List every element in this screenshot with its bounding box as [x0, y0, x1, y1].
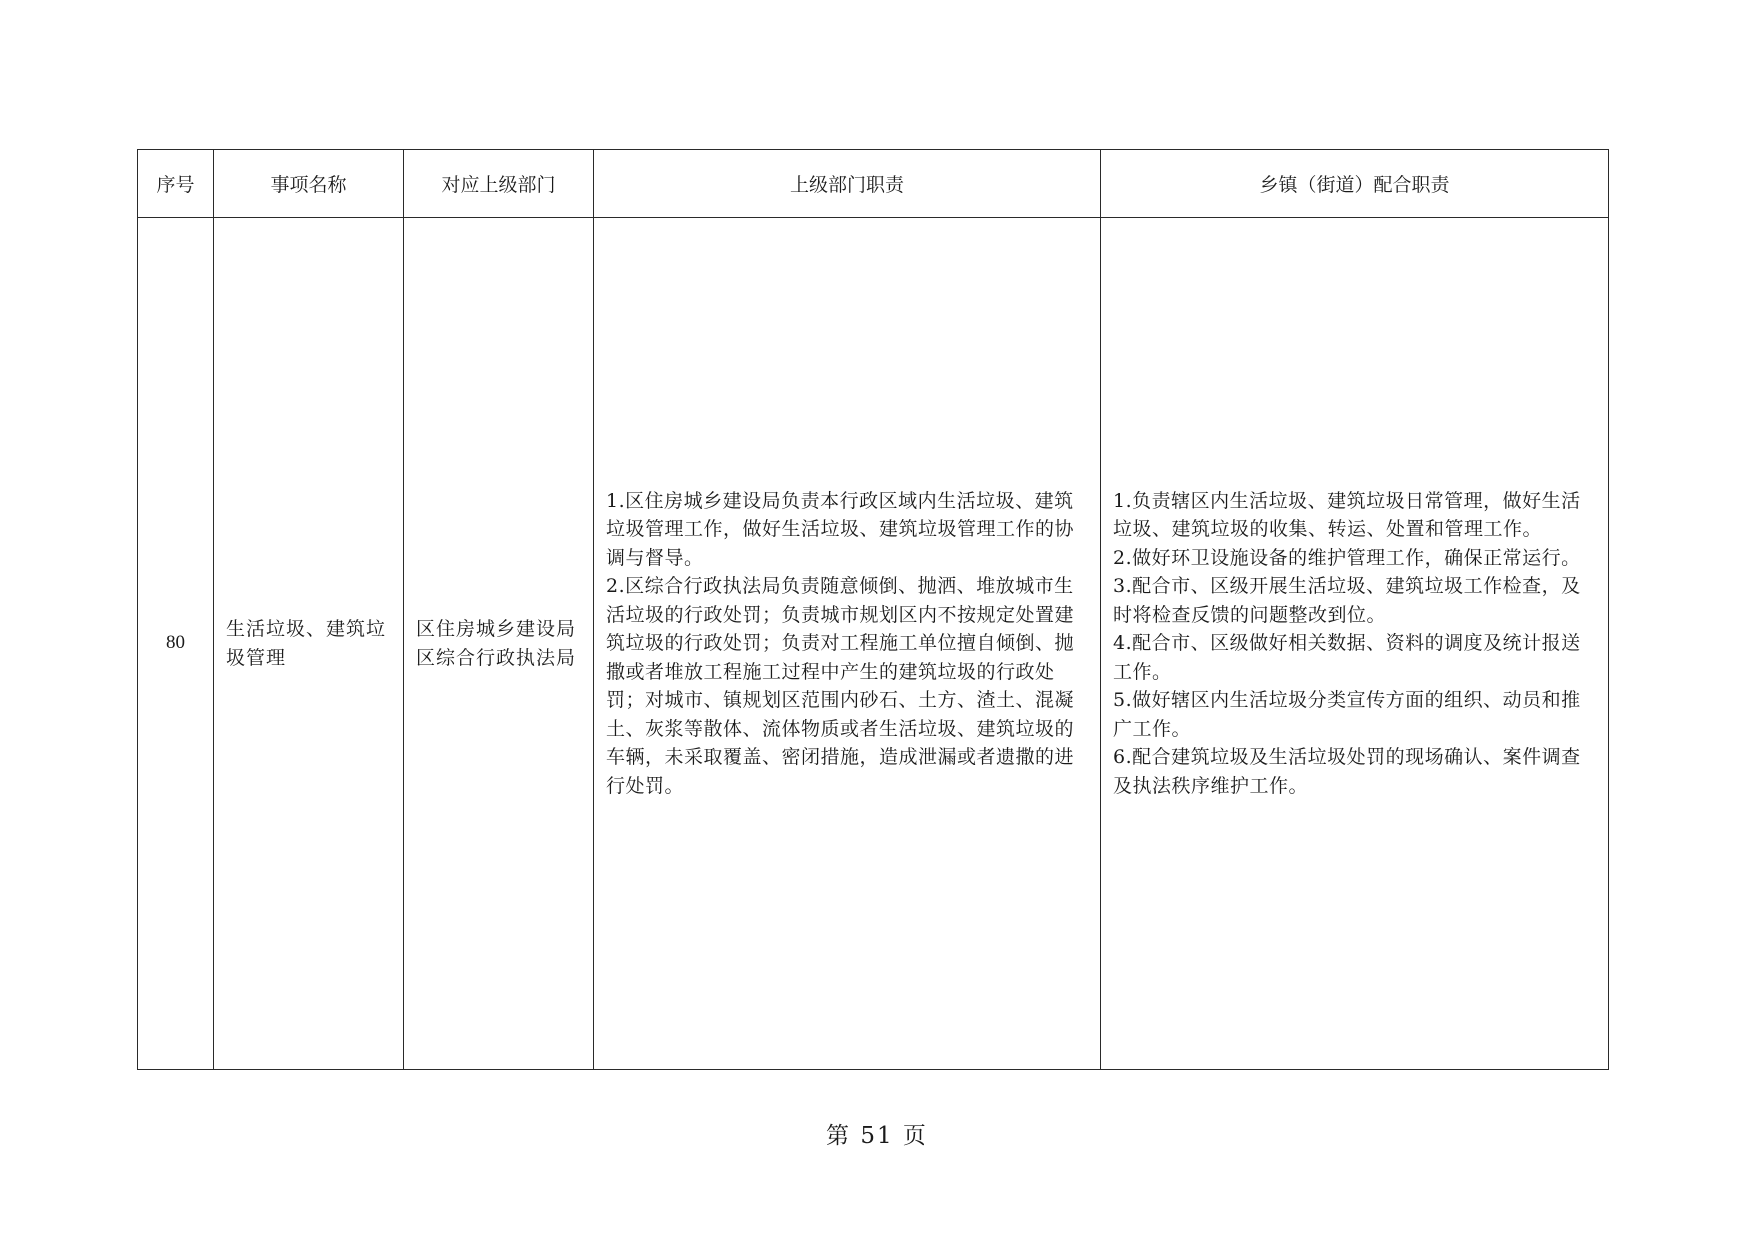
town-duty-item: 1.负责辖区内生活垃圾、建筑垃圾日常管理，做好生活垃圾、建筑垃圾的收集、转运、处置和管理工作。: [1113, 489, 1581, 541]
page-number: 第 51 页: [826, 1123, 928, 1149]
town-duty-item: 3.配合市、区级开展生活垃圾、建筑垃圾工作检查，及时将检查反馈的问题整改到位。: [1113, 575, 1581, 626]
upper-duty-item: 2.区综合行政执法局负责随意倾倒、抛洒、堆放城市生活垃圾的行政处罚；负责城市规划区内不按规定处置建筑垃圾的行政处罚；负责对工程施工单位擅自倾倒、抛撒或者堆放工程施工过程中产生的建筑垃圾的行政处罚；对城市、镇规划区范围内砂石、土方、渣土、混凝土、灰浆等散体、流体物质或者生活垃圾、建筑垃圾的车辆，未采取覆盖、密闭措施，造成泄漏或者遗撒的进行处罚。: [606, 575, 1075, 797]
table-header-row: [138, 150, 1609, 218]
town-duty-item: 6.配合建筑垃圾及生活垃圾处罚的现场确认、案件调查及执法秩序维护工作。: [1113, 746, 1581, 797]
row-number: 80: [138, 218, 214, 1070]
header-no: 序号: [138, 150, 214, 218]
town-duty-item: 5.做好辖区内生活垃圾分类宣传方面的组织、动员和推广工作。: [1113, 689, 1581, 740]
table-row: [138, 218, 1609, 1070]
header-town-duty: 乡镇（街道）配合职责: [1101, 150, 1609, 218]
upper-dept-cell: [404, 218, 594, 1070]
town-duty-item: 2.做好环卫设施设备的维护管理工作，确保正常运行。: [1113, 546, 1581, 569]
item-name: 生活垃圾、建筑垃圾管理: [214, 218, 404, 1070]
dept-line: 区住房城乡建设局: [416, 618, 577, 640]
upper-duty-cell: [594, 218, 1101, 1070]
town-duty-item: 4.配合市、区级做好相关数据、资料的调度及统计报送工作。: [1113, 632, 1581, 683]
header-upper-dept: 对应上级部门: [404, 150, 594, 218]
town-duty-cell: [1101, 218, 1609, 1070]
header-upper-duty: 上级部门职责: [594, 150, 1101, 218]
upper-duty-item: 1.区住房城乡建设局负责本行政区域内生活垃圾、建筑垃圾管理工作，做好生活垃圾、建筑垃圾管理工作的协调与督导。: [606, 489, 1075, 569]
header-item-name: 事项名称: [214, 150, 404, 218]
duty-table: [137, 149, 1609, 1070]
dept-line: 区综合行政执法局: [416, 646, 577, 669]
